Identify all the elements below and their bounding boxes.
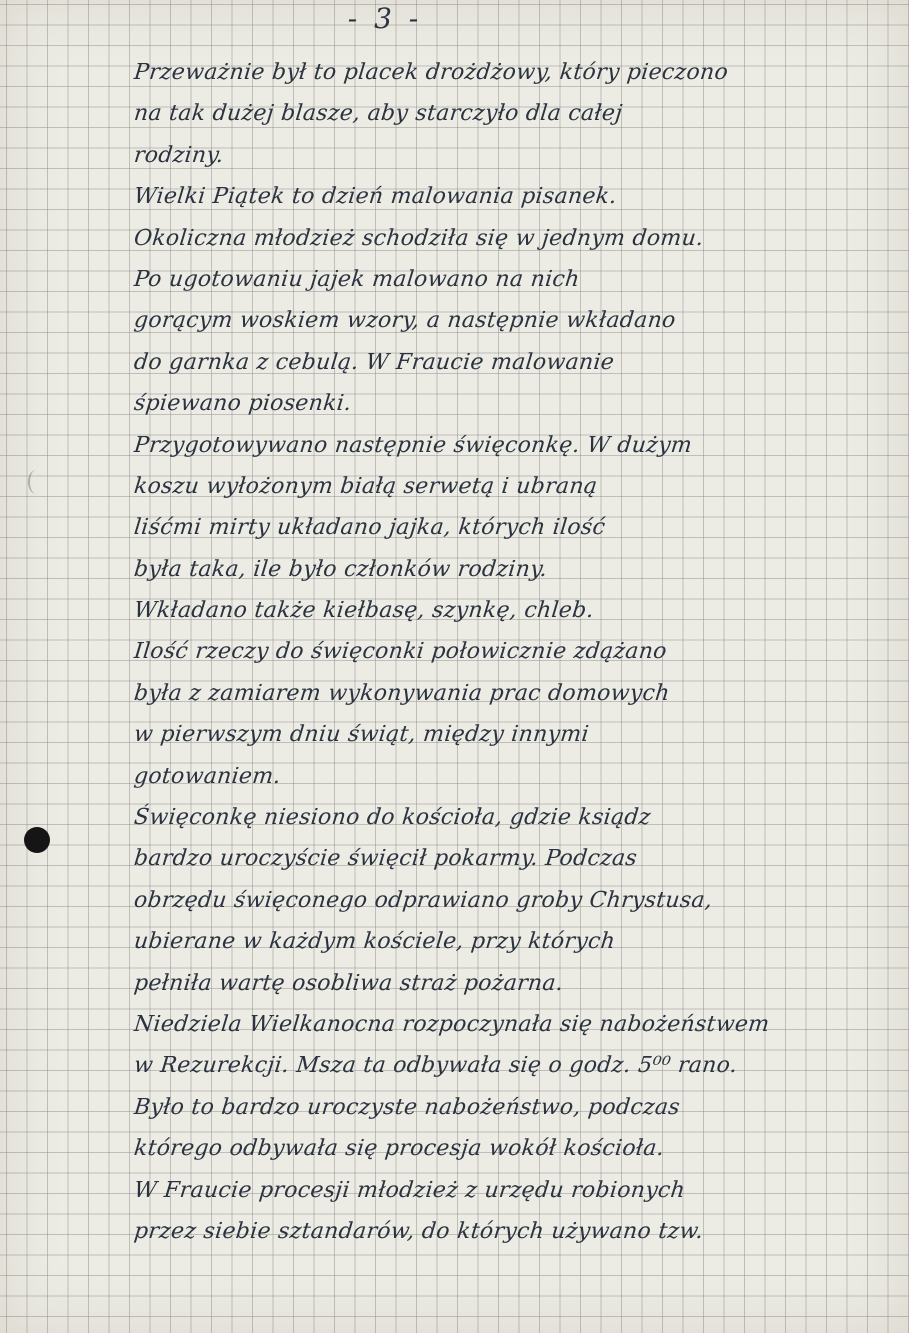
handwritten-text-body — [134, 52, 884, 1252]
text-line: Przygotowywano następnie święconkę. W dużym — [132, 432, 694, 458]
text-line: Okoliczna młodzież schodziła się w jednym domu. — [132, 225, 705, 251]
text-line: do garnka z cebulą. W Fraucie malowanie — [132, 349, 616, 375]
text-line: Po ugotowaniu jajek malowano na nich — [132, 266, 581, 292]
text-line: pełniła wartę osobliwa straż pożarna. — [132, 970, 565, 996]
text-line: przez siebie sztandarów, do których używano tzw. — [132, 1218, 705, 1244]
text-line: rodziny. — [132, 142, 225, 168]
text-line: Wielki Piątek to dzień malowania pisanek. — [132, 184, 618, 210]
text-line: w pierwszym dniu świąt, między innymi — [132, 722, 591, 748]
text-line: koszu wyłożonym białą serwetą i ubraną — [132, 473, 599, 499]
text-line: na tak dużej blasze, aby starczyło dla całej — [132, 101, 624, 127]
text-line: Przeważnie był to placek drożdżowy, który pieczono — [132, 60, 730, 85]
punch-hole — [24, 827, 50, 853]
text-line: liśćmi mirty układano jajka, których ilość — [132, 515, 607, 541]
text-line: obrzędu święconego odprawiano groby Chrystusa, — [132, 887, 714, 913]
text-line: w Rezurekcji. Msza ta odbywała się o godz. 5⁰⁰ rano. — [132, 1053, 739, 1079]
text-line: Święconkę niesiono do kościoła, gdzie ksiądz — [132, 805, 653, 831]
margin-pencil-mark — [28, 470, 44, 494]
text-line: gorącym woskiem wzory, a następnie wkładano — [132, 308, 677, 334]
text-line: W Fraucie procesji młodzież z urzędu robionych — [132, 1177, 687, 1203]
text-line: Wkładano także kiełbasę, szynkę, chleb. — [132, 598, 596, 624]
text-line: była taka, ile było członków rodziny. — [132, 556, 549, 582]
text-line: śpiewano piosenki. — [132, 391, 353, 417]
text-line: bardzo uroczyście święcił pokarmy. Podczas — [132, 846, 639, 872]
text-line: gotowaniem. — [132, 763, 283, 789]
text-line: była z zamiarem wykonywania prac domowych — [132, 680, 672, 706]
page-number: - 3 - — [347, 2, 423, 35]
text-line: którego odbywała się procesja wokół kościoła. — [132, 1136, 666, 1162]
text-line: Było to bardzo uroczyste nabożeństwo, podczas — [132, 1094, 682, 1120]
text-line: Ilość rzeczy do święconki połowicznie zdążano — [132, 639, 669, 665]
text-line: Niedziela Wielkanocna rozpoczynała się nabożeństwem — [132, 1011, 771, 1037]
text-line: ubierane w każdym kościele, przy których — [132, 929, 617, 955]
